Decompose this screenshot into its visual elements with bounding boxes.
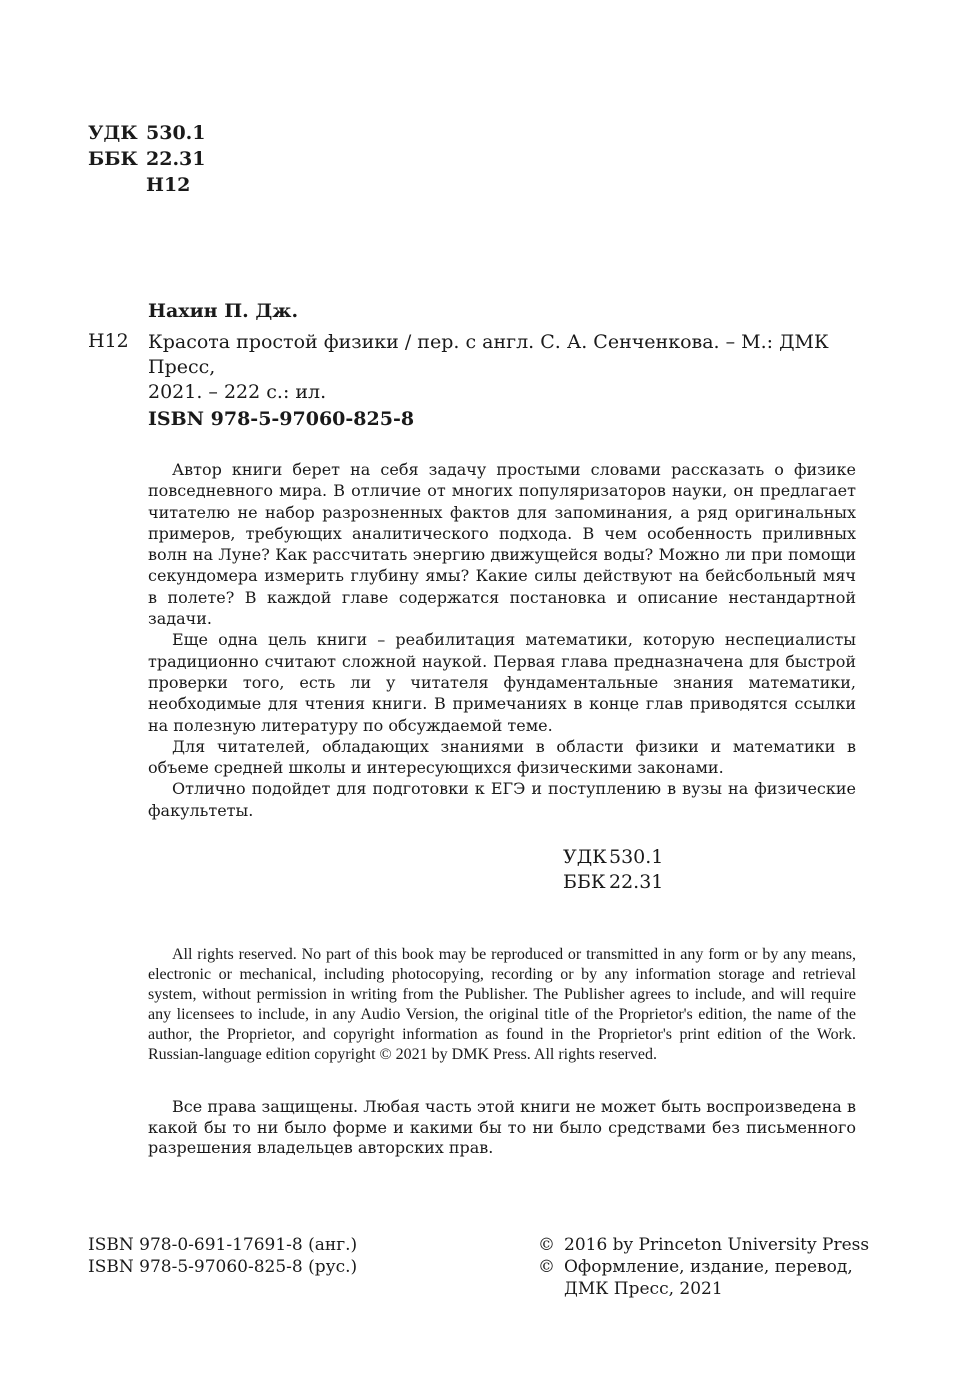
copyright-icon: © bbox=[538, 1235, 555, 1255]
copyright-line-1: 2016 by Princeton University Press bbox=[564, 1235, 870, 1255]
classification-bottom bbox=[563, 845, 664, 895]
udk-label: УДК bbox=[88, 122, 138, 144]
title-line-1: Красота простой физики / пер. с англ. С. А. Сенченкова. – М.: ДМК Пресс, bbox=[148, 331, 829, 378]
bbk-label: ББК bbox=[88, 148, 138, 170]
isbn-list bbox=[88, 1234, 357, 1278]
copyright-block bbox=[538, 1234, 869, 1300]
udk-label: УДК bbox=[563, 846, 607, 868]
copyright-icon: © bbox=[538, 1257, 555, 1277]
rights-english bbox=[148, 945, 856, 1065]
copyright-line-3: ДМК Пресс, 2021 bbox=[564, 1279, 723, 1299]
bibliographic-title bbox=[148, 330, 863, 405]
bbk-value: 22.31 bbox=[609, 871, 664, 893]
abstract-paragraph: Автор книги берет на себя задачу простыми словами рассказать о физике повседневного мира. В отличие от многих популяризаторов науки, он предлагает читателю не набор разрозненных фактов для запоминания, а ряд оригинальных примеров, требующих аналитического подхода. В чем особенность приливных волн на Луне? Как рассчитать энергию движущейся воды? Можно ли при помощи секундомера измерить глубину ямы? Какие силы действуют на бейсбольный мяч в полете? В каждой главе содержатся постановка и описание нестандартной задачи. bbox=[148, 460, 856, 629]
abstract-paragraph: Для читателей, обладающих знаниями в области физики и математики в объеме средней школы и интересующихся физическими законами. bbox=[148, 736, 856, 778]
isbn-original: ISBN 978-0-691-17691-8 (анг.) bbox=[88, 1235, 358, 1255]
udk-value: 530.1 bbox=[609, 846, 664, 868]
author-name: Нахин П. Дж. bbox=[148, 300, 299, 322]
author-code: Н12 bbox=[88, 330, 129, 352]
bbk-value: 22.31 bbox=[146, 148, 206, 170]
abstract bbox=[148, 459, 856, 821]
title-line-2: 2021. – 222 с.: ил. bbox=[148, 381, 327, 403]
rights-russian bbox=[148, 1097, 856, 1159]
isbn: ISBN 978-5-97060-825-8 bbox=[148, 408, 415, 430]
udk-value: 530.1 bbox=[146, 122, 206, 144]
bbk-label: ББК bbox=[563, 871, 606, 893]
author-mark: Н12 bbox=[146, 174, 191, 196]
copyright-line-2: Оформление, издание, перевод, bbox=[564, 1257, 853, 1277]
classification-block bbox=[88, 120, 248, 198]
rights-russian-text: Все права защищены. Любая часть этой книги не может быть воспроизведена в какой бы то ни было форме и какими бы то ни было средствами без письменного разрешения владельцев авторских прав. bbox=[148, 1097, 856, 1157]
isbn-russian: ISBN 978-5-97060-825-8 (рус.) bbox=[88, 1257, 358, 1277]
rights-english-text: All rights reserved. No part of this book may be reproduced or transmitted in any form or by any means, electronic or mechanical, including photocopying, recording or by any information storage and retrieval system, without permission in writing from the Publisher. The Publisher agrees to include, and will require any licensees to include, in any Audio Version, the original title of the Proprietor's edition, the name of the author, the Proprietor, and copyright information as found in the Proprietor's print edition of the Work. Russian-language edition copyright © 2021 by DMK Press. All rights reserved. bbox=[148, 946, 856, 1063]
abstract-paragraph: Отлично подойдет для подготовки к ЕГЭ и поступлению в вузы на физические факультеты. bbox=[148, 779, 856, 820]
abstract-paragraph: Еще одна цель книги – реабилитация математики, которую неспециалисты традиционно считают сложной наукой. Первая глава предназначена для быстрой проверки того, есть ли у читателя фундаментальные знания математики, необходимые для чтения книги. В примечаниях в конце глав приводятся ссылки на полезную литературу по обсуждаемой теме. bbox=[148, 630, 856, 735]
